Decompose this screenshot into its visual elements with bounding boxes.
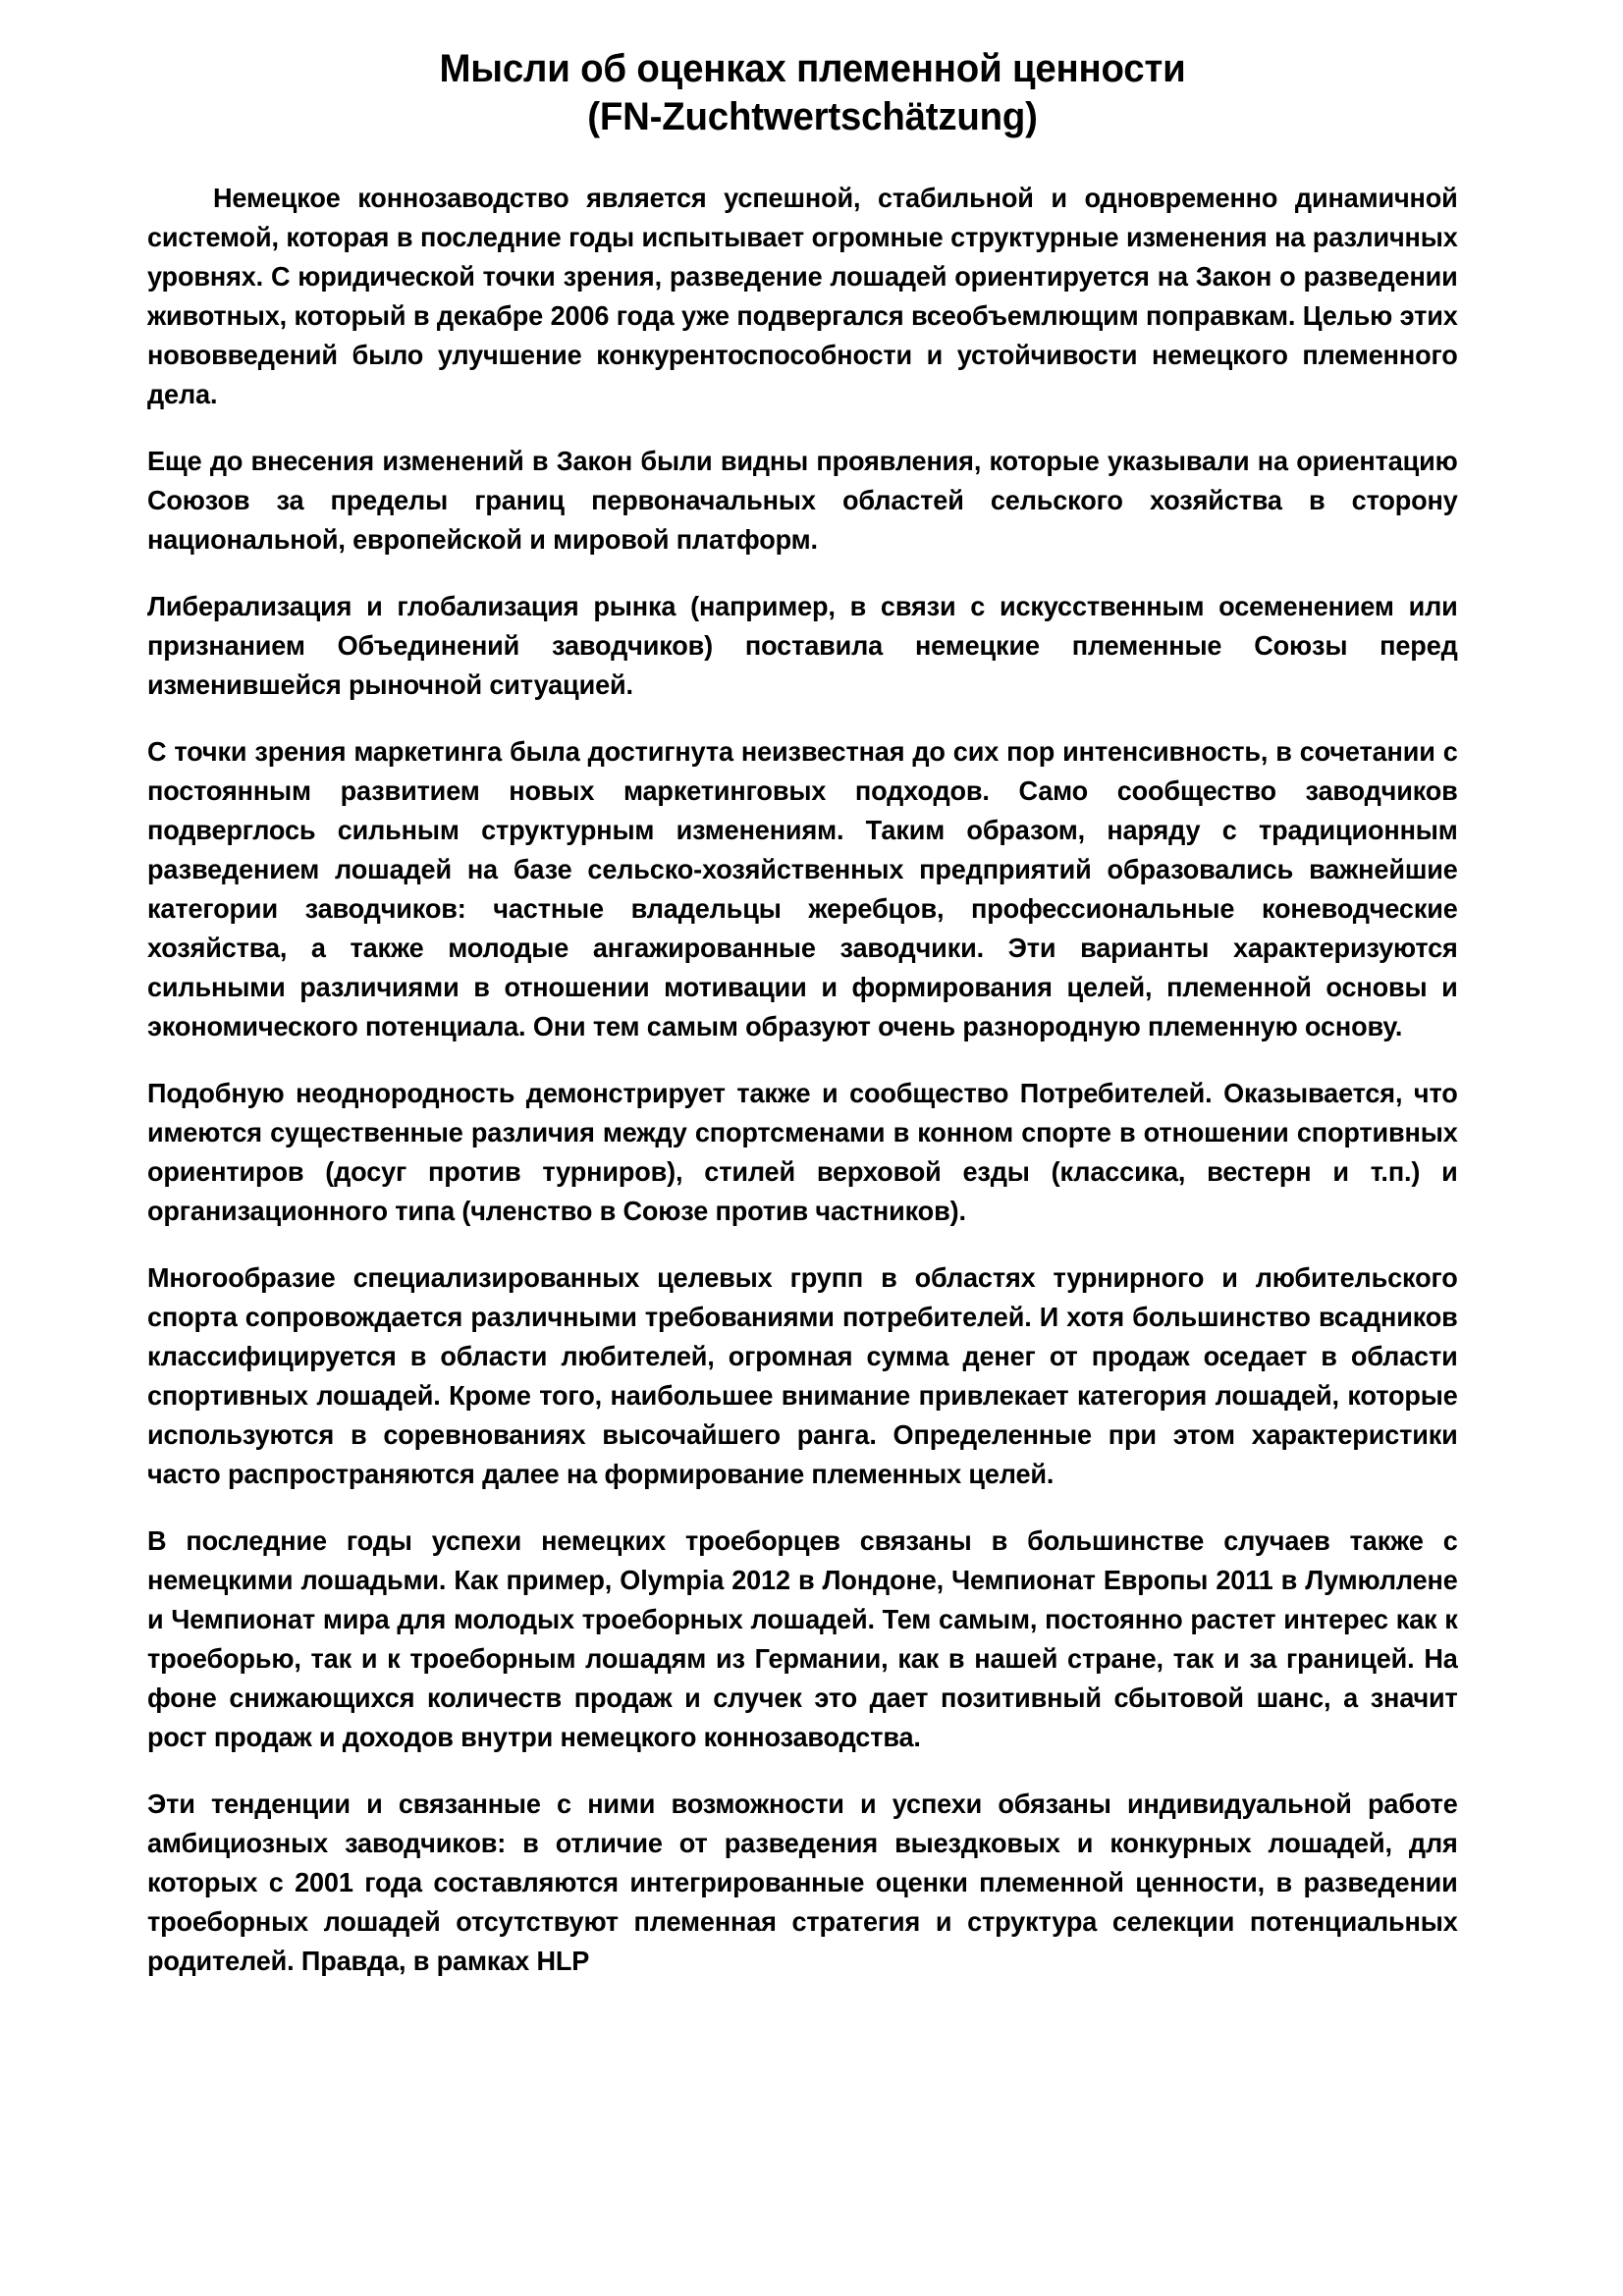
- paragraph-4: С точки зрения маркетинга была достигнута неизвестная до сих пор интенсивность, в сочетании с постоянным развитием новых маркетинговых подходов. Само сообщество заводчиков подверглось сильным структурным изменениям. Таким образом, наряду с традиционным разведением лошадей на базе сельско-хозяйственных предприятий образовались важнейшие категории заводчиков: частные владельцы жеребцов, профессиональные коневодческие хозяйства, а также молодые ангажированные заводчики. Эти варианты характеризуются сильными различиями в отношении мотивации и формирования целей, племенной основы и экономического потенциала. Они тем самым образуют очень разнородную племенную основу.: [147, 736, 1458, 1041]
- paragraph-5: Подобную неоднородность демонстрирует также и сообщество Потребителей. Оказывается, что имеются существенные различия между спортсменами в конном спорте в отношении спортивных ориентиров (досуг против турниров), стилей верховой езды (классика, вестерн и т.п.) и организационного типа (членство в Союзе против частников).: [147, 1078, 1458, 1226]
- paragraph-8: Эти тенденции и связанные с ними возможности и успехи обязаны индивидуальной работе амбициозных заводчиков: в отличие от разведения выездковых и конкурных лошадей, для которых с 2001 года составляются интегрированные оценки племенной ценности, в разведении троеборных лошадей отсутствуют племенная стратегия и структура селекции потенциальных родителей. Правда, в рамках HLP: [147, 1789, 1458, 1976]
- document-body: [147, 179, 1478, 1981]
- paragraph-3: Либерализация и глобализация рынка (например, в связи с искусственным осеменением или признанием Объединений заводчиков) поставила немецкие племенные Союзы перед изменившейся рыночной ситуацией.: [147, 591, 1458, 700]
- title-line-subtitle: (FN-Zuchtwertschätzung): [587, 95, 1038, 138]
- page-title: [174, 45, 1451, 141]
- paragraph-7: В последние годы успехи немецких троеборцев связаны в большинстве случаев также с немецкими лошадьми. Как пример, Olympia 2012 в Лондоне, Чемпионат Европы 2011 в Лумюллене и Чемпионат мира для молодых троеборных лошадей. Тем самым, постоянно растет интерес как к троеборью, так и к троеборным лошадям из Германии, как в нашей стране, так и за границей. На фоне снижающихся количеств продаж и случек это дает позитивный сбытовой шанс, а значит рост продаж и доходов внутри немецкого коннозаводства.: [147, 1525, 1458, 1752]
- paragraph-6: Многообразие специализированных целевых групп в областях турнирного и любительского спорта сопровождается различными требованиями потребителей. И хотя большинство всадников классифицируется в области любителей, огромная сумма денег от продаж оседает в области спортивных лошадей. Кроме того, наибольшее внимание привлекает категория лошадей, которые используются в соревнованиях высочайшего ранга. Определенные при этом характеристики часто распространяются далее на формирование племенных целей.: [147, 1262, 1458, 1489]
- title-line-main: Мысли об оценках племенной ценности: [439, 47, 1186, 90]
- paragraph-2: Еще до внесения изменений в Закон были видны проявления, которые указывали на ориентацию Союзов за пределы границ первоначальных областей сельского хозяйства в сторону национальной, европейской и мировой платформ.: [147, 446, 1458, 555]
- paragraph-1: Немецкое коннозаводство является успешной, стабильной и одновременно динамичной системой, которая в последние годы испытывает огромные структурные изменения на различных уровнях. С юридической точки зрения, разведение лошадей ориентируется на Закон о разведении животных, который в декабре 2006 года уже подвергался всеобъемлющим поправкам. Целью этих нововведений было улучшение конкурентоспособности и устойчивости немецкого племенного дела.: [147, 183, 1458, 409]
